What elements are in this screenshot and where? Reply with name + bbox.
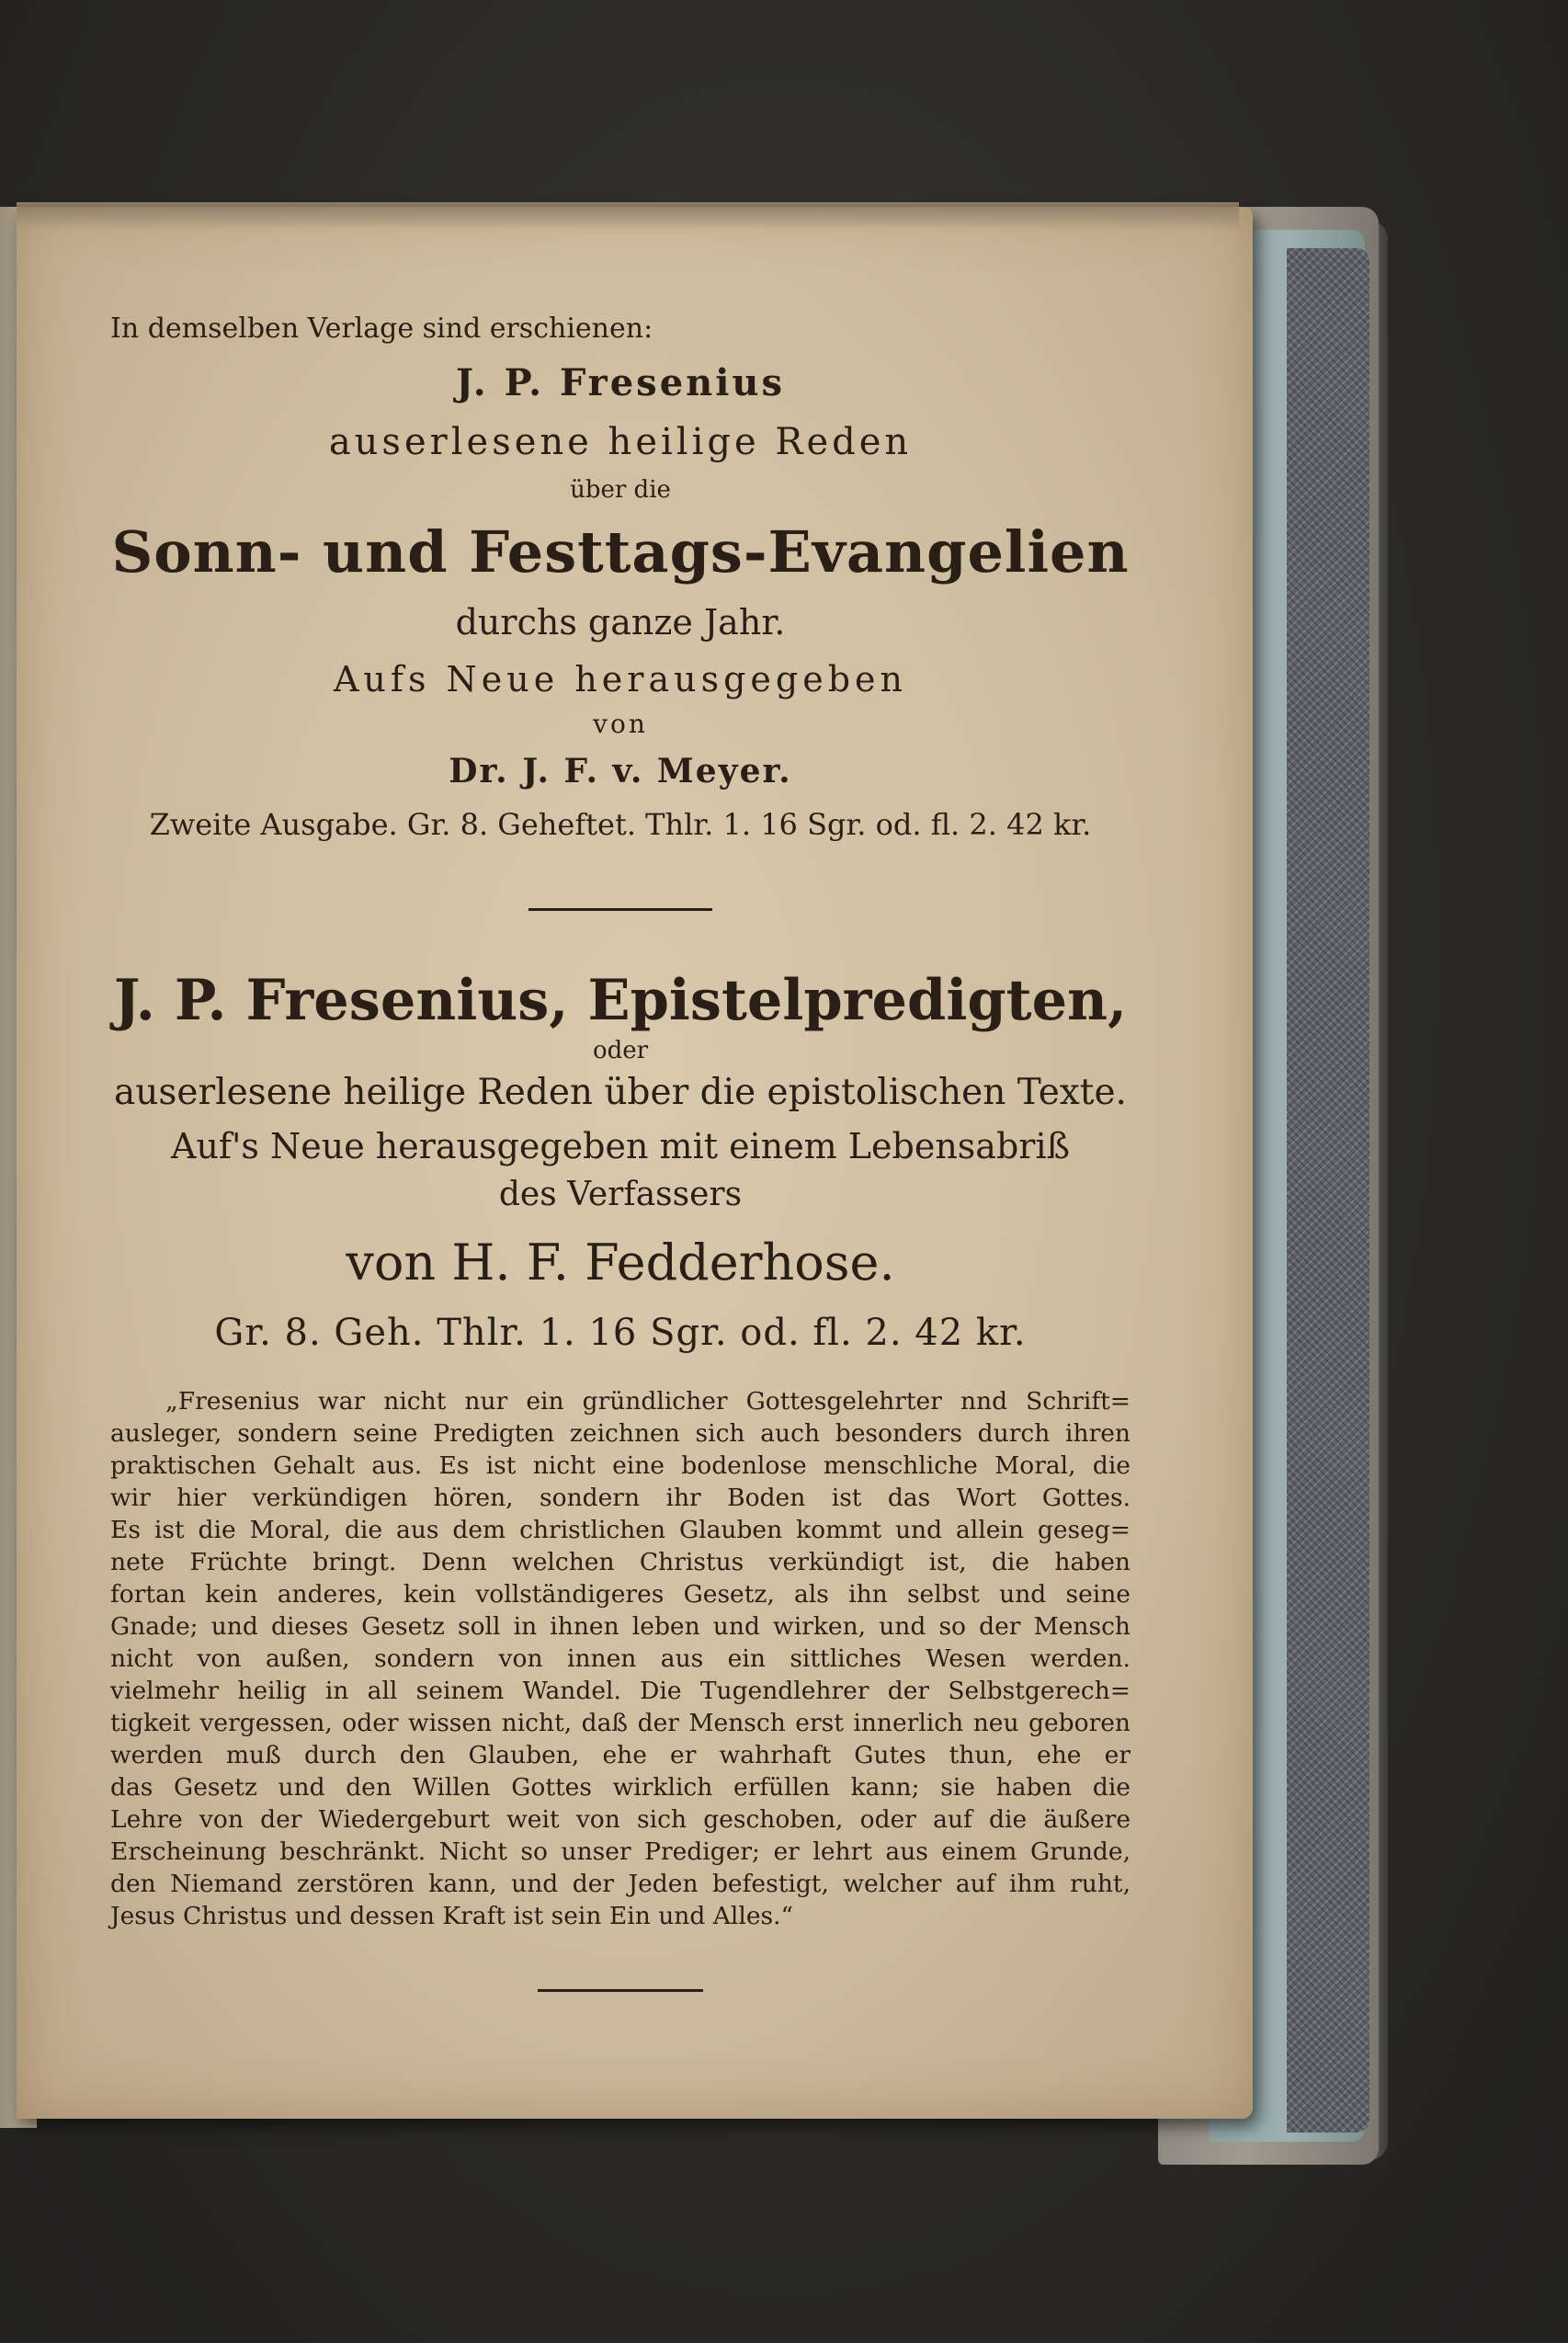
quote-line: tigkeit vergessen, oder wissen nicht, daß der Mensch erst innerlich neu geboren (110, 1709, 1131, 1737)
book2-author-line: des Verfassers (498, 1176, 743, 1213)
book1-title: Sonn- und Festtags-Evangelien (111, 518, 1130, 586)
quote-line: wir hier verkündigen hören, sondern ihr Boden ist das Wort Gottes. (110, 1484, 1131, 1512)
book1-author: J. P. Fresenius (455, 361, 786, 404)
advert-book-2 (110, 968, 1131, 1932)
book1-von: von (593, 709, 648, 739)
quote-line: Erscheinung beschränkt. Nicht so unser Prediger; er lehrt aus einem Grunde, (110, 1837, 1131, 1866)
quote-line: ausleger, sondern seine Predigten zeichnen sich auch besonders durch ihren (110, 1419, 1131, 1448)
book2-price: Gr. 8. Geh. Thlr. 1. 16 Sgr. od. fl. 2. 42 kr. (214, 1312, 1027, 1354)
quote-line: vielmehr heilig in all seinem Wandel. Die Tugendlehrer der Selbstgerech= (110, 1677, 1131, 1705)
book1-edit-line: Aufs Neue herausgegeben (333, 659, 907, 699)
book-spine-marbling (1287, 248, 1369, 2133)
book2-review-quote (110, 1385, 1131, 1932)
book2-edit-line: Auf's Neue herausgegeben mit einem Lebensabriß (171, 1126, 1070, 1166)
book1-edition-price: Zweite Ausgabe. Gr. 8. Geheftet. Thlr. 1. 16 Sgr. od. fl. 2. 42 kr. (149, 807, 1092, 842)
book2-title: J. P. Fresenius, Epistelpredigten, (113, 968, 1128, 1033)
quote-line: „Fresenius war nicht nur ein gründlicher Gottesgelehrter nnd Schrift= (165, 1387, 1131, 1416)
quote-line: praktischen Gehalt aus. Es ist nicht eine bodenlose menschliche Moral, die (110, 1451, 1131, 1480)
book1-subtitle: auserlesene heilige Reden (328, 421, 913, 463)
quote-line: Jesus Christus und dessen Kraft ist sein Ein und Alles.“ (110, 1902, 794, 1930)
book1-subtitle-connector: über die (570, 476, 671, 504)
page-wear (17, 202, 1239, 230)
bottom-divider (538, 1989, 703, 1992)
quote-line: werden muß durch den Glauben, ehe er wahrhaft Gutes thun, ehe er (110, 1741, 1131, 1769)
book1-editor: Dr. J. F. v. Meyer. (449, 752, 792, 790)
quote-line: nicht von außen, sondern von innen aus ein sittliches Wesen werden. (110, 1644, 1131, 1673)
book2-editor: von H. F. Fedderhose. (346, 1234, 895, 1291)
section-divider (528, 908, 712, 911)
book2-oder: oder (592, 1037, 649, 1064)
book1-year-line: durchs ganze Jahr. (455, 602, 786, 643)
advert-book-1 (110, 361, 1131, 842)
quote-line: fortan kein anderes, kein vollständigeres Gesetz, als ihn selbst und seine (110, 1580, 1131, 1609)
publisher-intro: In demselben Verlage sind erschienen: (110, 313, 653, 345)
quote-line: Es ist die Moral, die aus dem christlichen Glauben kommt und allein geseg= (110, 1516, 1131, 1544)
quote-line: den Niemand zerstören kann, und der Jeden befestigt, welcher auf ihm ruht, (110, 1870, 1131, 1898)
quote-line: Lehre von der Wiedergeburt weit von sich geschoben, oder auf die äußere (110, 1805, 1131, 1834)
page-content (110, 313, 1131, 1992)
quote-line: das Gesetz und den Willen Gottes wirklich erfüllen kann; sie haben die (110, 1773, 1131, 1802)
quote-line: nete Früchte bringt. Denn welchen Christus verkündigt ist, die haben (110, 1548, 1131, 1576)
book2-subtitle: auserlesene heilige Reden über die epistolischen Texte. (114, 1072, 1127, 1113)
quote-line: Gnade; und dieses Gesetz soll in ihnen leben und wirken, und so der Mensch (110, 1612, 1131, 1641)
